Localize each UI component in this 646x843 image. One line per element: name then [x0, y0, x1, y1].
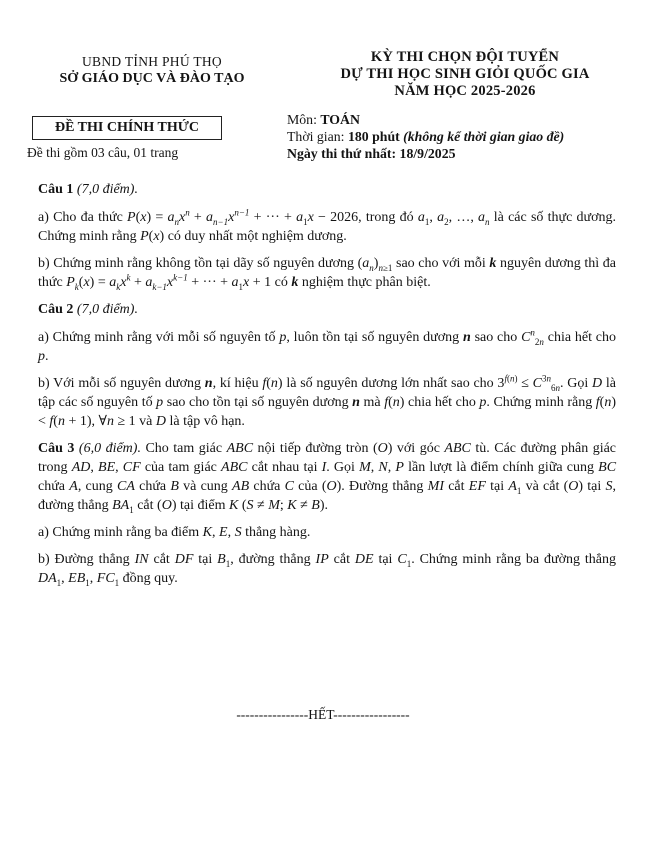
question-1b: b) Chứng minh rằng không tồn tại dãy số nguyên dương $(a_n)_{n\ge 1}$ sao cho với mỗi k nguyên dương thì đa thức $P_k(x) = a_kx^k + a_{k-1}x^{k-1}$ + ··· + $a_1x + 1$ có k nghiệm thực phân biệt.: [38, 256, 617, 292]
exam-title-3: NĂM HỌC 2025-2026: [394, 83, 536, 99]
header-right: [300, 49, 630, 100]
date-label: Ngày thi thứ nhất:: [287, 146, 397, 161]
question-3-heading: Câu 3: [38, 441, 75, 456]
question-2a: a) Chứng minh rằng với mỗi số nguyên tố p, luôn tồn tại số nguyên dương n sao cho $C^n_{2n}$ chia hết cho p.: [38, 327, 616, 364]
time-row: [287, 128, 564, 145]
end-marker: ----------------HẾT-----------------: [236, 707, 410, 722]
time-note: (không kể thời gian giao đề): [403, 129, 565, 144]
time-label: Thời gian:: [287, 129, 345, 144]
question-1-heading: Câu 1 (7,0 điểm).: [38, 182, 138, 197]
subject-row: [287, 111, 564, 128]
exam-info: [287, 111, 564, 162]
official-exam-note: Đề thi gồm 03 câu, 01 trang: [27, 145, 179, 160]
official-exam-box: ĐỀ THI CHÍNH THỨC: [32, 116, 222, 140]
exam-title-2: DỰ THI HỌC SINH GIỎI QUỐC GIA: [340, 66, 590, 82]
question-3: Câu 3 (6,0 điểm). Cho tam giác ABC nội tiếp đường tròn (O) với góc ABC tù. Các đường phân giác trong AD, BE, CF của tam giác ABC cắt nhau tại I. Gọi M, N, P lần lượt là điểm chính giữa cung BC chứa A, cung CA chứa B và cung AB chứa C của (O). Đường thẳng MI cắt EF tại $A_1$ và cắt (O) tại S, đường thẳng $BA_1$ cắt (O) tại điểm K (S ≠ M; K ≠ B).: [38, 441, 617, 515]
time-value: 180 phút: [347, 129, 400, 144]
subject-label: Môn:: [287, 112, 317, 127]
question-3-points: (6,0 điểm).: [78, 441, 141, 456]
question-3b: b) Đường thẳng IN cắt DF tại $B_1$, đường thẳng IP cắt DE tại $C_1$. Chứng minh rằng ba đường thẳng $DA_1$, $EB_1$, $FC_1$ đồng quy.: [38, 552, 616, 588]
question-1-points: (7,0 điểm).: [76, 182, 138, 197]
org-line-1: UBND TỈNH PHÚ THỌ: [82, 54, 222, 69]
question-3a: a) Chứng minh rằng ba điểm K, E, S thẳng hàng.: [38, 525, 311, 540]
question-2-points: (7,0 điểm).: [76, 302, 138, 317]
question-1a: a) Cho đa thức $P(x) = a_nx^n + a_{n-1}x^{n-1}$ + ··· + $a_1x - 2026$, trong đó $a_1$, $a_2$, …, $a_n$ là các số thực dương. Chứng minh rằng P(x) có duy nhất một nghiệm dương.: [38, 207, 617, 244]
date-row: [287, 145, 564, 162]
org-line-2: SỞ GIÁO DỤC VÀ ĐÀO TẠO: [59, 71, 245, 86]
header-left: [22, 53, 282, 87]
question-2-heading: Câu 2 (7,0 điểm).: [38, 302, 138, 317]
date-value: 18/9/2025: [399, 146, 456, 161]
subject-value: TOÁN: [320, 112, 360, 127]
exam-title-1: KỲ THI CHỌN ĐỘI TUYỂN: [370, 49, 560, 65]
exam-content: [38, 180, 616, 596]
question-2b: b) Với mỗi số nguyên dương n, kí hiệu f(n) là số nguyên dương lớn nhất sao cho $3^{f(n)} \le C^{3n}_{6n}$. Gọi D là tập các số nguyên tố p sao cho tồn tại số nguyên dương n mà f(n) chia hết cho p. Chứng minh rằng f(n) < f(n + 1), ∀n ≥ 1 và D là tập vô hạn.: [38, 373, 617, 429]
